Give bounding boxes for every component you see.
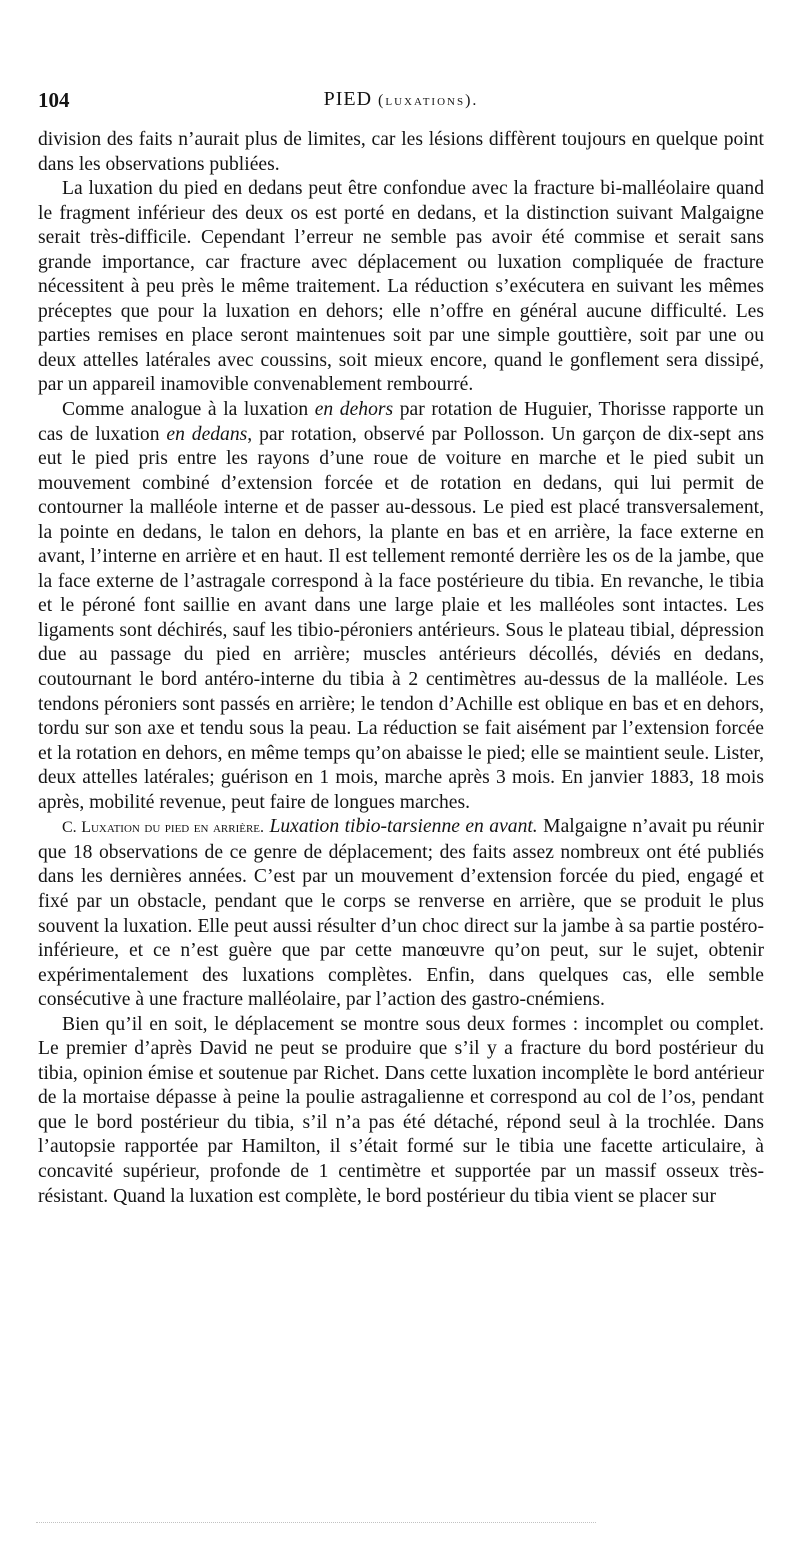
paragraph-luxation-en-arriere [38,815,764,1012]
page-header [38,88,764,118]
paragraph-text: , par rotation, observé par Pollosson. Un garçon de dix-sept ans eut le pied pris entre les rayons d’une roue de voiture en marche et le pied subit un mouvement combiné d’extension forcée et de rotation en dedans, qui lui permit de contourner la malléole interne et de passer au-dessous. Le pied est placé transversalement, la pointe en dedans, le talon en dehors, la plante en bas et en arrière, la face externe en avant, l’interne en arrière et en haut. Il est tellement remonté derrière les os de la jambe, que la face externe de l’astragale correspond à la face postérieure du tibia. En revanche, le tibia et le péroné font saillie en avant dans une large plaie et les malléoles sont intactes. Les ligaments sont déchirés, sauf les tibio-péroniers antérieurs. Sous le plateau tibial, dépression due au passage du pied en arrière; muscles antérieurs décollés, déviés en dedans, coutournant le bord antéro-interne du tibia à 2 centimètres au-dessus de la malléole. Les tendons péroniers sont passés en arrière; le tendon d’Achille est oblique en bas et en dehors, tordu sur son axe et tendu sous la peau. La réduction se fait aisément par l’extension forcée et la rotation en dehors, en même temps qu’on abaisse le pied; elle se maintient seule. Lister, deux attelles latérales; guérison en 1 mois, marche après 3 mois. En janvier 1883, 18 mois après, mobilité revenue, peut faire de longues marches. [38,423,764,813]
emphasis-text: en dedans [166,423,248,445]
paragraph-text: par rotation de Huguier, Thorisse rapporte un cas de luxation [38,399,765,445]
running-head-title: PIED [323,88,373,110]
paragraph-luxation-en-dedans: La luxation du pied en dedans peut être confondue avec la fracture bi-malléolaire quand le fragment inférieur des deux os est porté en dedans, et la distinction suivant Malgaigne serait très-difficile. Cependant l’erreur ne semble pas avoir été commise et serait sans grande importance, car fracture avec déplacement ou luxation compliquée de fracture nécessitent à peu près le même traitement. La réduction s’exécutera en suivant les mêmes préceptes que pour la luxation en dehors; elle n’offre en général aucune difficulté. Les parties remises en place seront maintenues soit par une simple gouttière, soit par une ou deux attelles latérales avec coussins, soit mieux encore, quand le gonflement sera dissipé, par un appareil inamovible convenablement rembourré. [38,178,764,396]
running-head [38,88,764,111]
paragraph-text: Malgaigne n’avait pu réunir que 18 observations de ce genre de déplacement; des faits assez nombreux ont été publiés dans les dernières années. C’est par un mouvement d’extension forcée du pied, engagé et fixé par un obstacle, pendant que le corps se renverse en arrière, que se produit le plus souvent la luxation. Elle peut aussi résulter d’un choc direct sur la jambe à sa partie postéro-inférieure, et ce n’est guère que par cette manœuvre qu’on peut, sur le sujet, obtenir expérimentalement des luxations complètes. Enfin, dans quelques cas, elle semble consécutive à une fracture malléolaire, par l’action des gastro-cnémiens. [38,816,764,1011]
emphasis-text: en dehors [314,399,394,421]
page-number: 104 [38,88,70,112]
running-head-subtitle: (luxations). [378,92,479,109]
paragraph-text: Comme analogue à la luxation [62,399,315,421]
paragraph-continued: division des faits n’aurait plus de limites, car les lésions diffèrent toujours en quelque point dans les observations publiées. [38,129,764,175]
page-footer-noise [36,1522,596,1529]
section-heading: C. Luxation du pied en arrière. [62,819,265,837]
paragraph-deux-formes: Bien qu’il en soit, le déplacement se montre sous deux formes : incomplet ou complet. Le premier d’après David ne peut se produire que s’il y a fracture du bord postérieur du tibia, opinion émise et soutenue par Richet. Dans cette luxation incomplète le bord antérieur de la mortaise dépasse à peine la poulie astragalienne et correspond au col de l’os, pendant que le bord postérieur du tibia, s’il n’a pas été détaché, répond seul à la trochlée. Dans l’autopsie rapportée par Hamilton, il s’était formé sur le tibia une facette articulaire, à concavité supérieur, profonde de 1 centimètre et supportée par un massif osseux très-résistant. Quand la luxation est complète, le bord postérieur du tibia vient se placer sur [38,1013,764,1207]
section-subheading: Luxation tibio-tarsienne en avant. [269,816,538,838]
paragraph-thorisse-case [38,398,764,815]
body-text [38,128,764,1209]
